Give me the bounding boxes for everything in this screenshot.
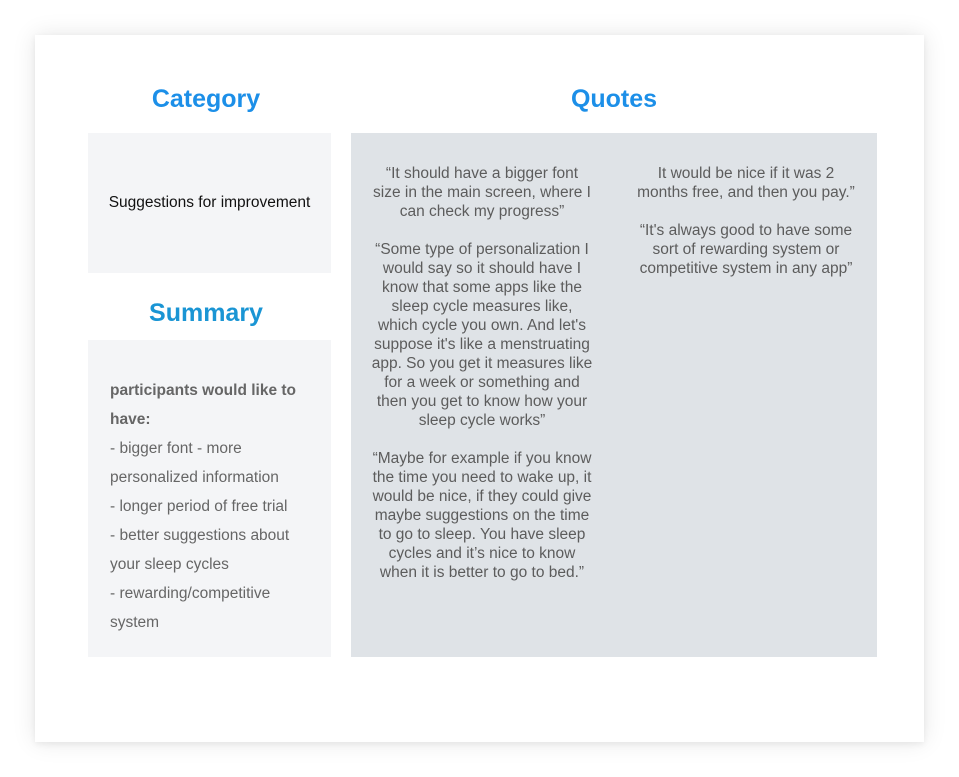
summary-heading: Summary — [149, 299, 263, 327]
summary-item: - bigger font - more personalized information — [110, 440, 279, 486]
quotes-panel — [351, 133, 877, 657]
quote: “Maybe for example if you know the time you need to wake up, it would be nice, if they could give maybe suggestions on the time to go to sleep. You have sleep cycles and it’s nice to know when it is better to go to bed.” — [372, 450, 592, 581]
summary-intro: participants would like to have: — [110, 382, 297, 428]
summary-item: - rewarding/competitive system — [110, 585, 271, 631]
summary-item: - longer period of free trial — [110, 498, 288, 515]
quote: “It's always good to have some sort of rewarding system or competitive system in any app” — [639, 222, 853, 277]
quotes-column-right — [635, 164, 857, 297]
category-text: Suggestions for improvement — [108, 194, 311, 211]
quotes-column-left — [371, 164, 593, 601]
quote: “Some type of personalization I would say so it should have I know that some apps like the sleep cycle measures like, which cycle you own. And let's suppose it's like a menstruating app. So you get it measures like for a week or something and then you get to know how your sleep cycle works” — [371, 241, 593, 429]
category-heading: Category — [151, 85, 261, 113]
category-panel — [88, 133, 331, 273]
summary-content — [110, 376, 310, 637]
summary-panel — [88, 340, 331, 657]
quotes-heading: Quotes — [570, 85, 658, 113]
quote: It would be nice if it was 2 months free, and then you pay.” — [637, 165, 855, 201]
summary-item: - better suggestions about your sleep cycles — [110, 527, 290, 573]
quote: “It should have a bigger font size in the main screen, where I can check my progress” — [373, 165, 591, 220]
